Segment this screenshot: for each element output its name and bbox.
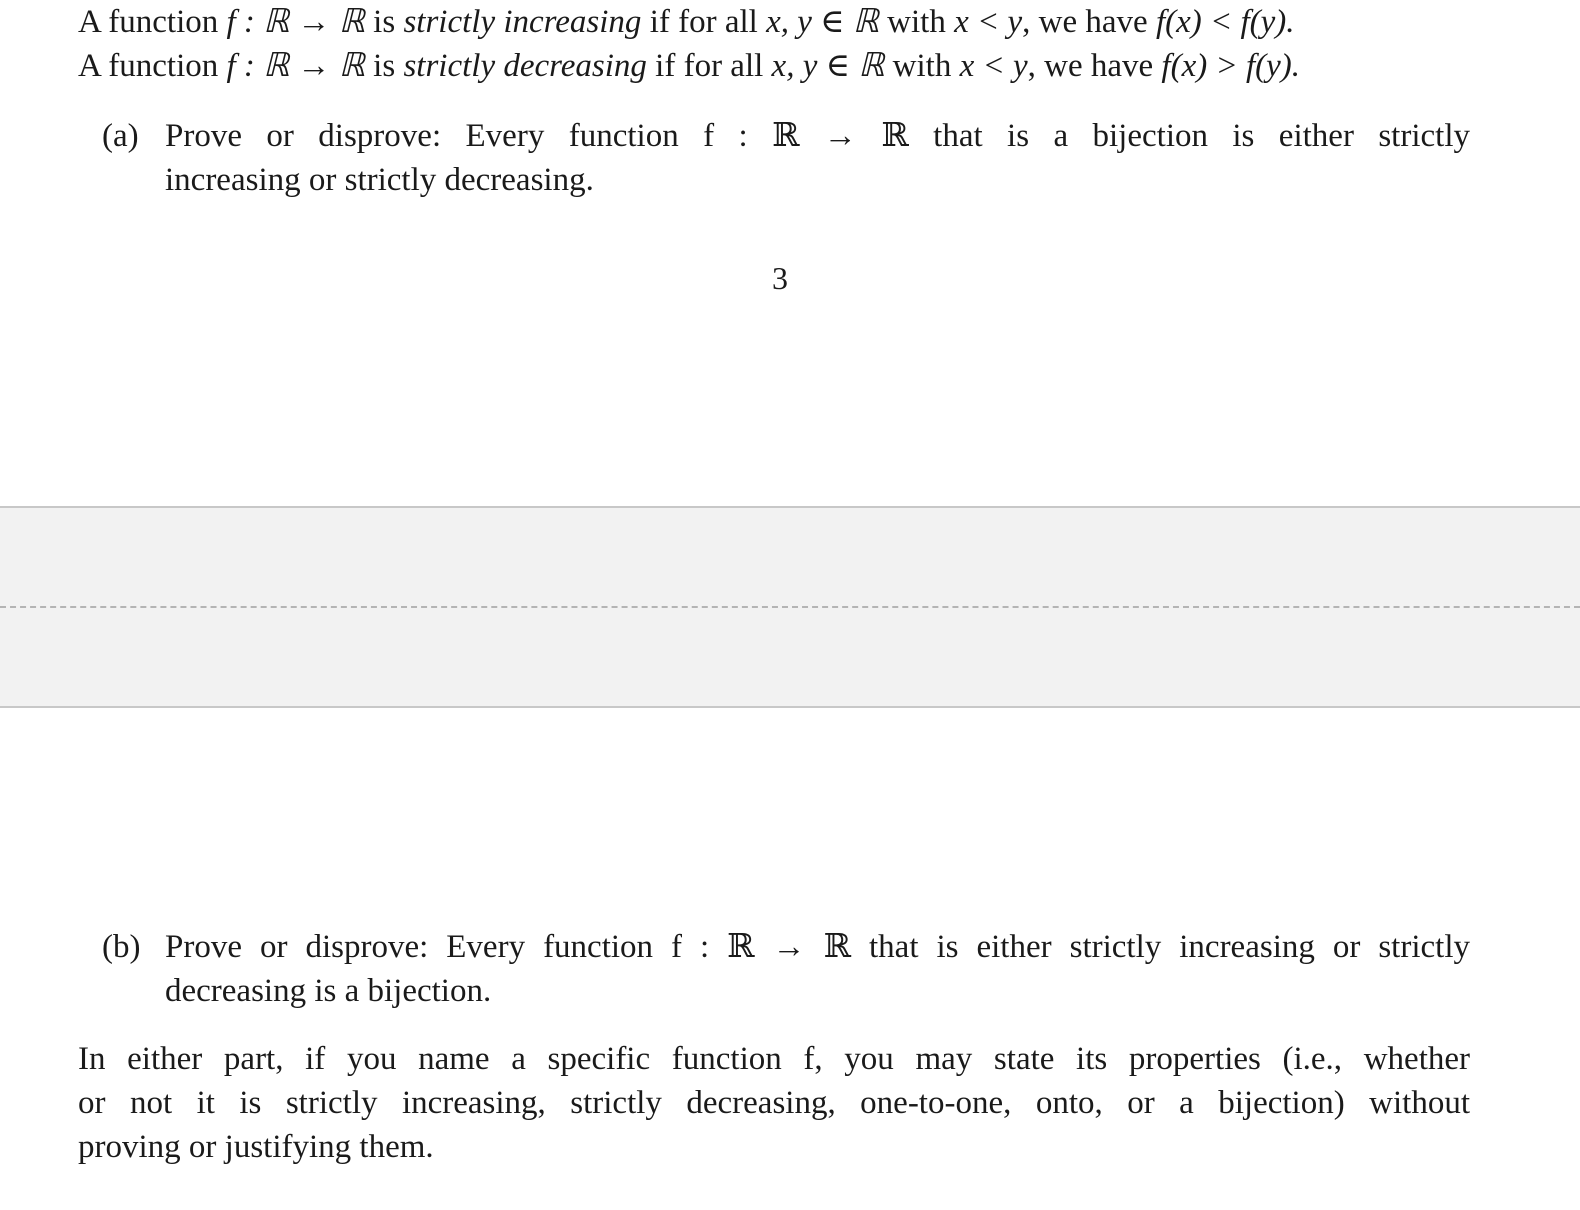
part-a-label: (a) bbox=[102, 118, 139, 154]
note-line-1: In either part, if you name a specific function f, you may state its properties (i.e., whether bbox=[78, 1041, 1470, 1077]
definition-strictly-increasing bbox=[78, 0, 1295, 44]
inequality: x < y bbox=[959, 48, 1028, 84]
part-b-label: (b) bbox=[102, 929, 141, 965]
part-a-line-2: increasing or strictly decreasing. bbox=[165, 162, 594, 198]
page-break bbox=[0, 506, 1580, 708]
part-b-line-2: decreasing is a bijection. bbox=[165, 973, 492, 1009]
part-b-question bbox=[165, 925, 1470, 1013]
quantified-variables: x, y ∈ ℝ bbox=[771, 48, 885, 84]
definition-is: is bbox=[364, 48, 404, 84]
definition-with: with bbox=[884, 48, 960, 84]
note-line-3: proving or justifying them. bbox=[78, 1129, 434, 1165]
definition-condition: if for all bbox=[641, 4, 767, 40]
note-line-2: or not it is strictly increasing, strictly decreasing, one-to-one, onto, or a bijection) without bbox=[78, 1085, 1470, 1121]
page-number: 3 bbox=[772, 260, 788, 296]
definition-lead: A function bbox=[78, 4, 227, 40]
term-strictly-decreasing: strictly decreasing bbox=[403, 48, 647, 84]
definition-lead: A function bbox=[78, 48, 227, 84]
instructions-note bbox=[78, 1037, 1470, 1169]
definition-have: , we have bbox=[1027, 48, 1162, 84]
function-signature: f : ℝ → ℝ bbox=[226, 4, 365, 40]
definition-condition: if for all bbox=[646, 48, 772, 84]
page-break-divider bbox=[0, 606, 1580, 608]
definition-have: , we have bbox=[1022, 4, 1156, 40]
definition-result: f(x) > f(y). bbox=[1161, 48, 1301, 84]
definition-strictly-decreasing bbox=[78, 44, 1300, 88]
part-a-question bbox=[165, 114, 1470, 202]
function-signature: f : ℝ → ℝ bbox=[226, 48, 365, 84]
definition-is: is bbox=[364, 4, 404, 40]
definition-with: with bbox=[878, 4, 955, 40]
quantified-variables: x, y ∈ ℝ bbox=[766, 4, 879, 40]
part-a-line-1: Prove or disprove: Every function f : ℝ → ℝ that is a bijection is either strictly bbox=[165, 118, 1470, 154]
term-strictly-increasing: strictly increasing bbox=[403, 4, 642, 40]
definition-result: f(x) < f(y). bbox=[1155, 4, 1295, 40]
inequality: x < y bbox=[954, 4, 1023, 40]
part-b-line-1: Prove or disprove: Every function f : ℝ → ℝ that is either strictly increasing or strictly bbox=[165, 929, 1470, 965]
